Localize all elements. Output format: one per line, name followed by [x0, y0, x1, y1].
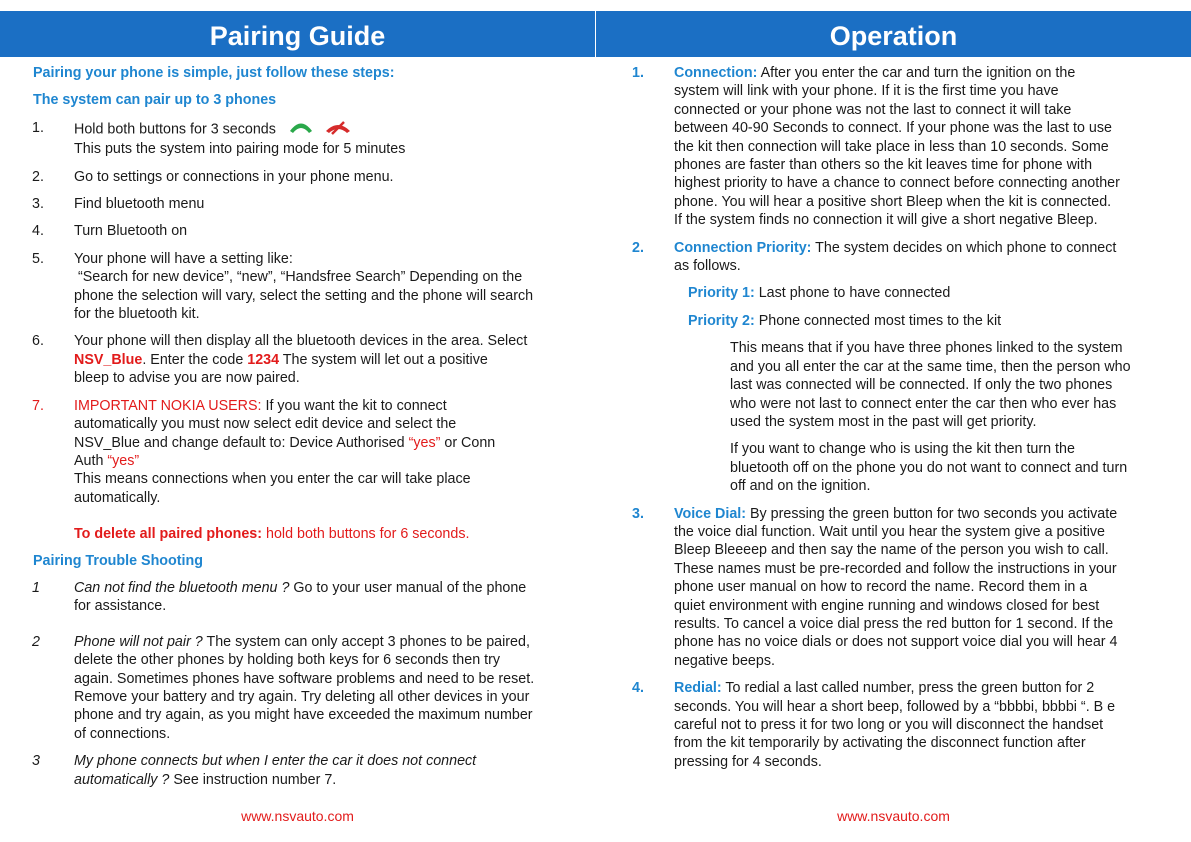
- pairing-guide-page: [0, 0, 595, 842]
- op-connection-priority: 2. Connection Priority: The system decides on which phone to connect as follows.: [632, 239, 1117, 275]
- red-phone-icon: [324, 119, 352, 140]
- website-link[interactable]: www.nsvauto.com: [241, 808, 354, 824]
- operation-page: [596, 0, 1191, 842]
- trouble-3: 3 My phone connects but when I enter the car it does not connect automatically ? See instruction number 7.: [32, 753, 477, 788]
- delete-paired-note: To delete all paired phones: hold both buttons for 6 seconds.: [74, 526, 470, 543]
- pairing-code: 1234: [247, 351, 280, 368]
- step-6: 6. Your phone will then display all the bluetooth devices in the area. Select NSV_Blue. Enter the code 1234 The system will let out a positive bleep to advise you are now paired.: [32, 333, 528, 387]
- op-redial: 4. Redial: To redial a last called number, press the green button for 2 seconds. You will hear a short beep, followed by a “bbbbi, bbbbi “. B e careful not to press it for two long or you will disconnect the handset from the kit temporarily by activating the disconnect function after pressing for 4 seconds.: [632, 680, 1116, 770]
- step-1: 1. Hold both buttons for 3 seconds This puts the system into pairing mode for 5 minutes: [32, 119, 406, 158]
- op-connection: 1. Connection: After you enter the car and turn the ignition on the system will link with your phone. If it is the first time you have connected or your phone was not the last to connect it will take between 40-90 Seconds to connect. If your phone was the last to use the kit then connection will take place in less than 10 seconds. Some phones are faster than others so the kit leaves time for phone with highest priority to have a chance to connect before connecting another phone. You will hear a positive short Bleep when the kit is connected. If the system finds no connection it will give a short negative Bleep.: [632, 65, 1120, 229]
- green-phone-icon: [288, 120, 314, 139]
- nokia-warning: IMPORTANT NOKIA USERS:: [74, 397, 262, 414]
- change-user-explanation: If you want to change who is using the kit then turn the bluetooth off on the phone you do not want to connect and turn off and on the ignition.: [730, 441, 1128, 495]
- website-link[interactable]: www.nsvauto.com: [837, 808, 950, 824]
- operation-title: Operation: [596, 11, 1191, 57]
- priority-2: Priority 2: Phone connected most times to the kit: [688, 312, 1002, 329]
- trouble-title: Pairing Trouble Shooting: [33, 552, 203, 569]
- step-5: 5. Your phone will have a setting like: “Search for new device”, “new”, “Handsfree Search” Depending on the phone the selection will vary, select the setting and the phone will search for the bluetooth kit.: [32, 250, 534, 323]
- device-name: NSV_Blue: [74, 351, 143, 368]
- operation-content: [596, 59, 1191, 771]
- pairing-guide-title: Pairing Guide: [0, 11, 595, 57]
- pairing-capacity: The system can pair up to 3 phones: [33, 92, 277, 109]
- pairing-guide-content: [0, 59, 595, 789]
- step-2: 2. Go to settings or connections in your phone menu.: [32, 168, 394, 185]
- trouble-2: 2 Phone will not pair ? The system can only accept 3 phones to be paired, delete the other phones by holding both keys for 6 seconds then try again. Sometimes phones have software problems and need to be reset. Remove your battery and try again. Try deleting all other devices in your phone and try again, as you might have exceeded the maximum number of connections.: [32, 633, 535, 742]
- priority-1: Priority 1: Last phone to have connected: [688, 285, 951, 302]
- step-3: 3. Find bluetooth menu: [32, 196, 205, 213]
- pairing-intro: Pairing your phone is simple, just follow these steps:: [33, 65, 395, 81]
- step-4: 4. Turn Bluetooth on: [32, 223, 188, 240]
- step-7: 7. IMPORTANT NOKIA USERS: If you want the kit to connect automatically you must now select edit device and select the NSV_Blue and change default to: Device Authorised “yes” or Conn Auth “yes” This means connections when you enter the car will take place automatically.: [32, 397, 496, 506]
- priority-explanation: This means that if you have three phones linked to the system and you all enter the car at the same time, then the person who last was connected will be connected. If only the two phones who were not last to connect enter the car then who ever has used the system most in the past will get priority.: [730, 340, 1131, 430]
- trouble-1: 1 Can not find the bluetooth menu ? Go to your user manual of the phone for assistance.: [32, 579, 527, 615]
- op-voice-dial: 3. Voice Dial: By pressing the green button for two seconds you activate the voice dial function. Wait until you hear the system give a positive Bleep Bleeeep and then say the name of the person you wish to call. These names must be pre-recorded and follow the instructions in your phone user manual on how to record the name. Record them in a quiet environment with engine running and windows closed for best results. To cancel a voice dial press the red button for 1 second. If the phone has no voice dials or does not support voice dial you will hear 4 negative beeps.: [632, 505, 1118, 669]
